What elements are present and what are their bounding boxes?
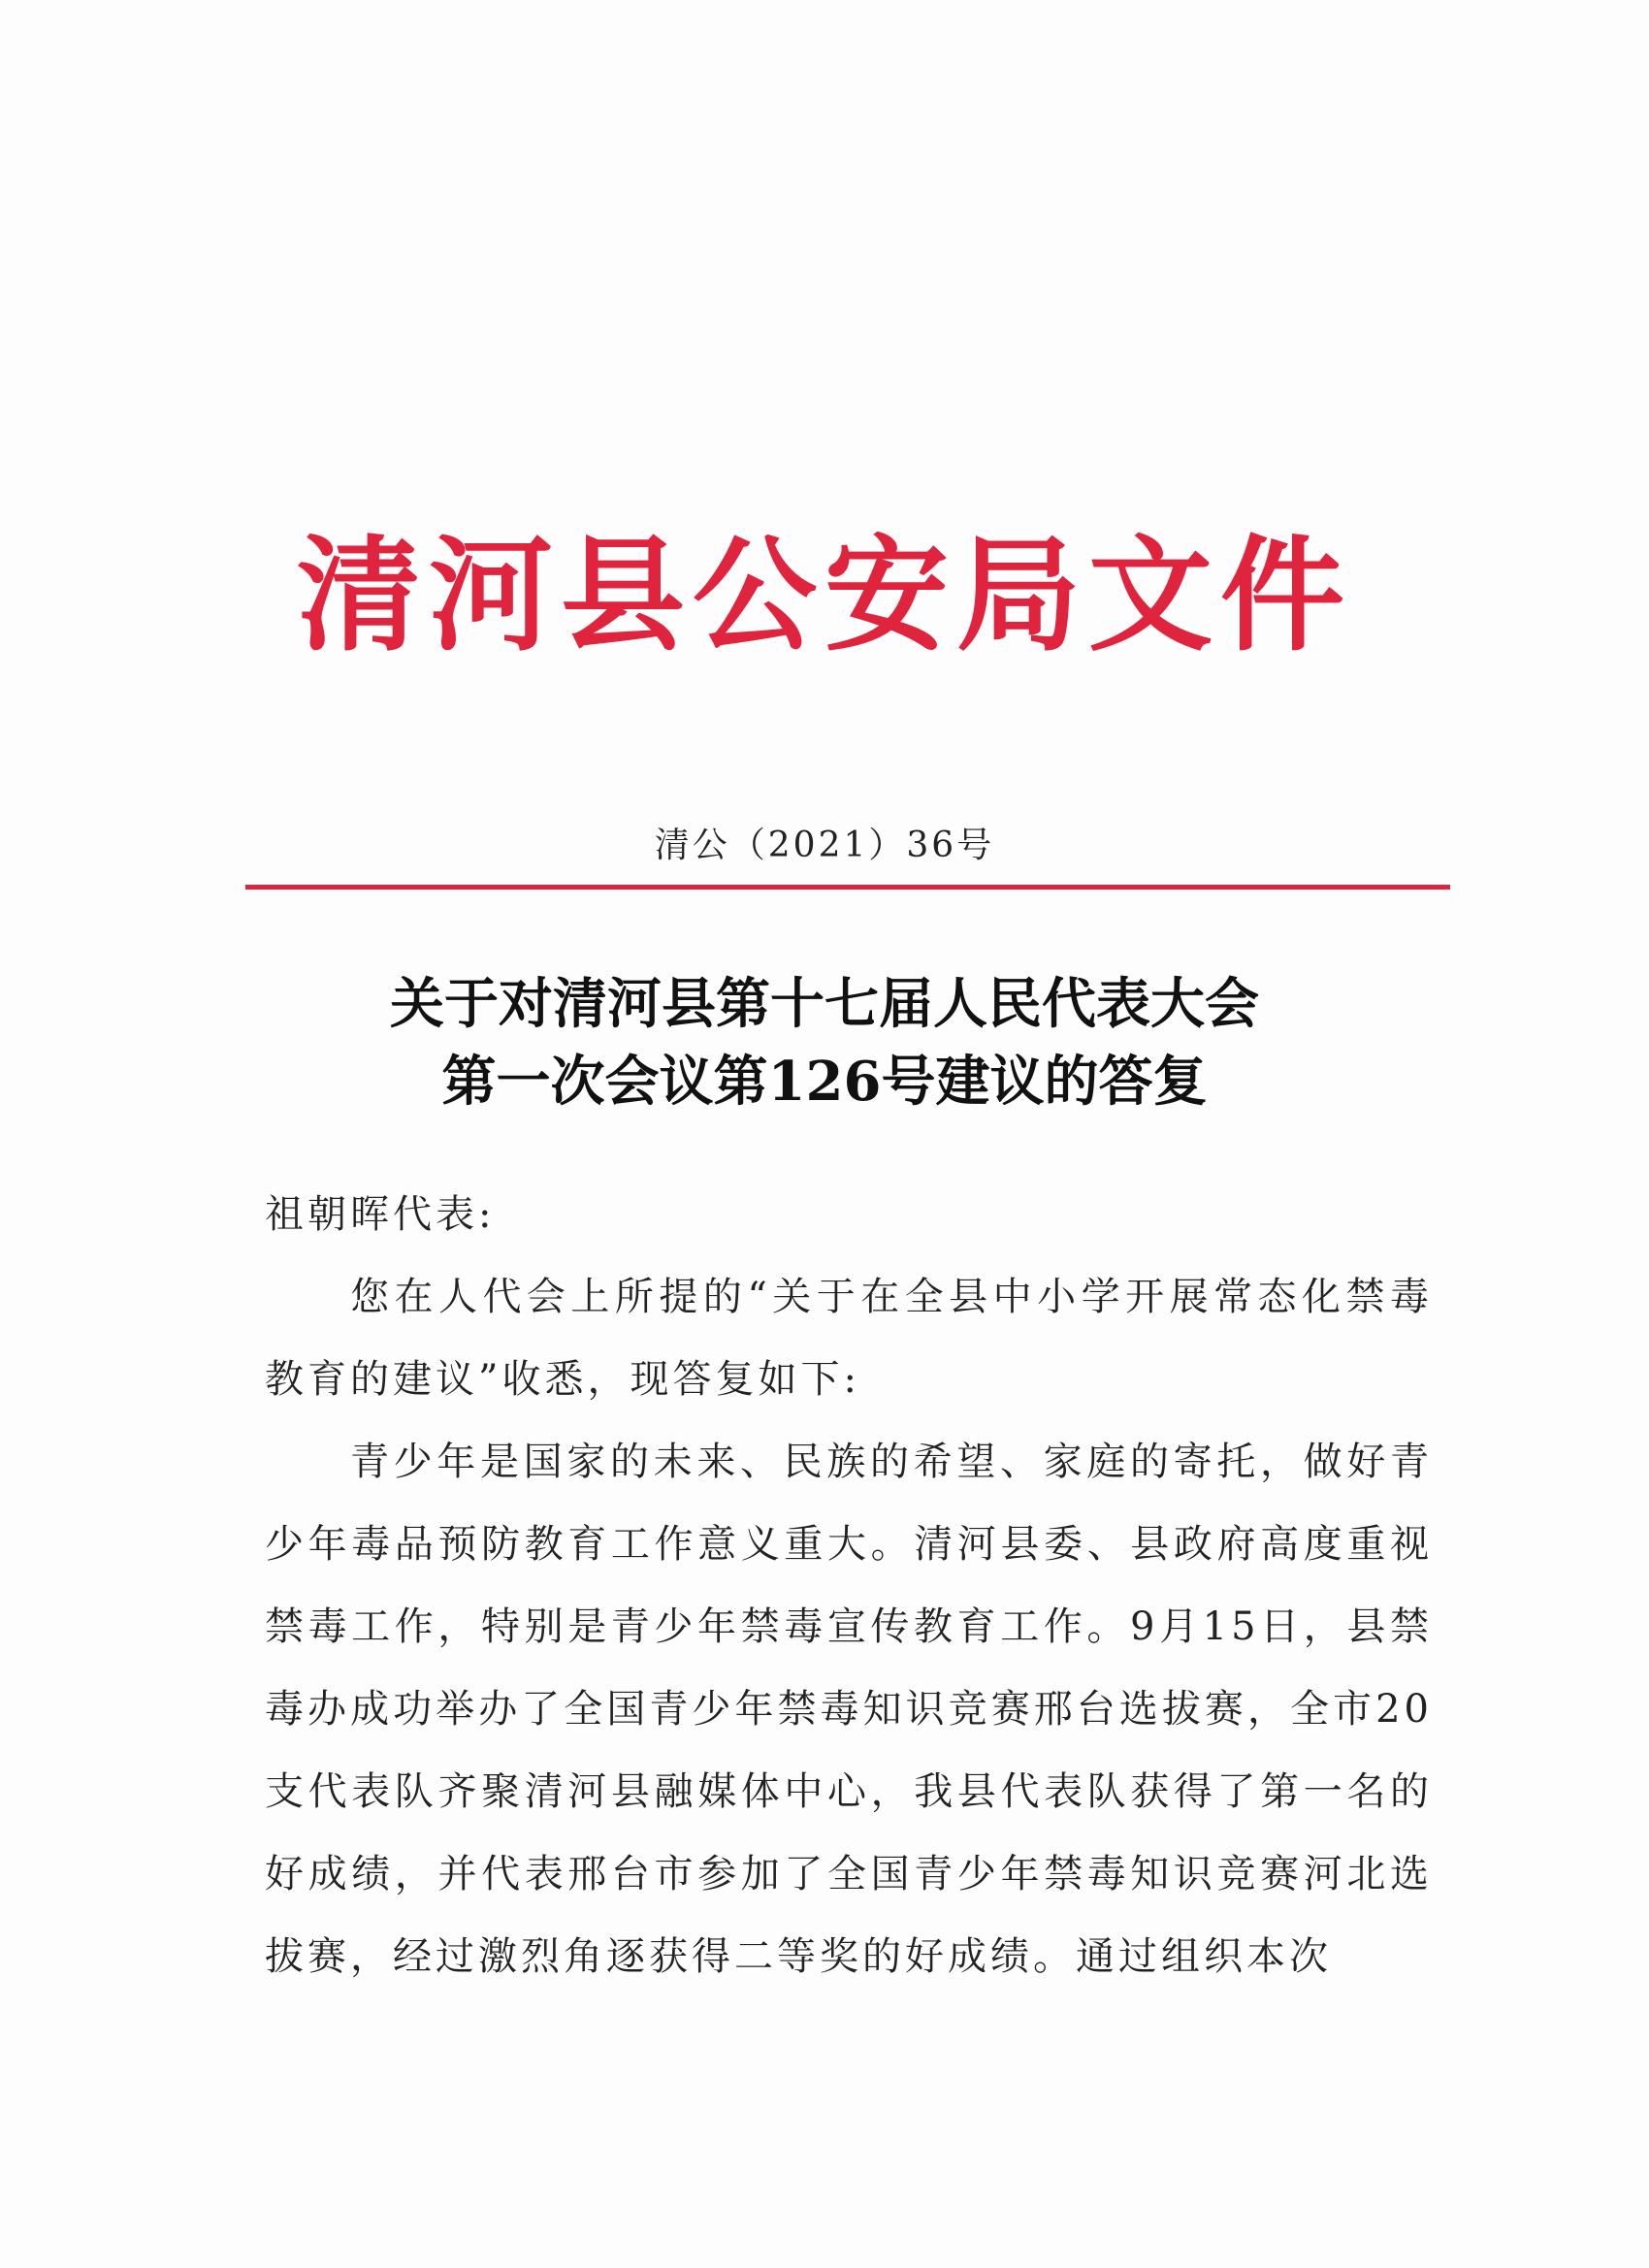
document-number: 清公（2021）36号 xyxy=(654,826,995,865)
document-body xyxy=(265,1174,1433,1998)
paragraph-acknowledgement: 您在人代会上所提的“关于在全县中小学开展常态化禁毒教育的建议”收悉，现答复如下: xyxy=(265,1275,1433,1402)
document-title xyxy=(0,965,1649,1120)
title-line-2: 第一次会议第126号建议的答复 xyxy=(441,1050,1208,1114)
red-divider-line xyxy=(245,885,1450,890)
salutation: 祖朝晖代表: xyxy=(265,1192,496,1237)
agency-masthead: 清河县公安局文件 xyxy=(296,524,1352,668)
title-line-1: 关于对清河县第十七届人民代表大会 xyxy=(390,972,1259,1036)
paragraph-youth-drug-education: 青少年是国家的未来、民族的希望、家庭的寄托，做好青少年毒品预防教育工作意义重大。清河县委、县政府高度重视禁毒工作，特别是青少年禁毒宣传教育工作。9月15日，县禁毒办成功举办了全国青少年禁毒知识竞赛邢台选拔赛，全市20支代表队齐聚清河县融媒体中心，我县代表队获得了第一名的好成绩，并代表邢台市参加了全国青少年禁毒知识竞赛河北选拔赛，经过激烈角逐获得二等奖的好成绩。通过组织本次 xyxy=(265,1440,1433,1979)
